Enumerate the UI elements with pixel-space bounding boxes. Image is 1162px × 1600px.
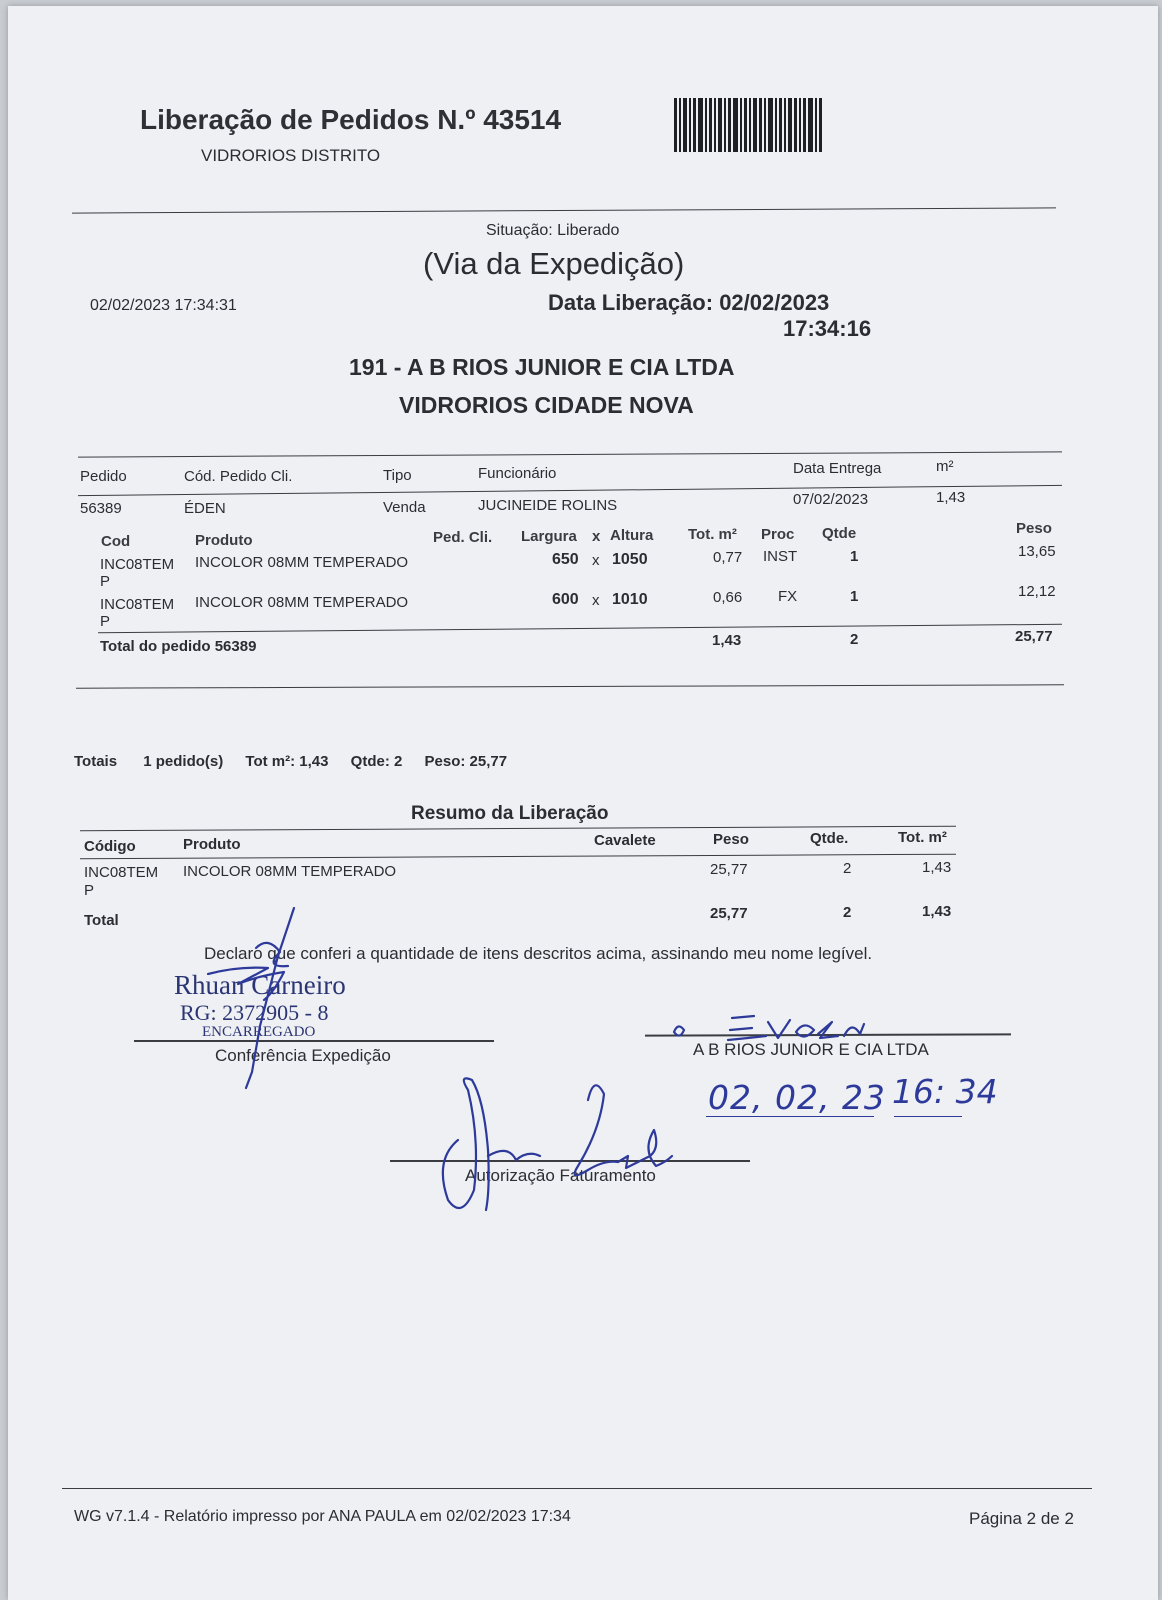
client-store: VIDRORIOS CIDADE NOVA: [399, 392, 694, 418]
items-total-m2: 1,43: [712, 632, 742, 649]
resumo-col-qtde: Qtde.: [810, 830, 849, 847]
resumo-row-codigo-line1: INC08TEM: [84, 864, 159, 881]
order-header-rule: [78, 485, 1062, 496]
data-liberacao-time: 17:34:16: [783, 316, 872, 341]
item-row-1-altura: 1050: [612, 551, 648, 568]
item-row-2-tot-m2: 0,66: [713, 589, 743, 606]
resumo-row-produto: INCOLOR 08MM TEMPERADO: [183, 863, 397, 880]
situacao-status: Situação: Liberado: [486, 222, 620, 239]
handwritten-date-underline: [706, 1116, 874, 1117]
resumo-row-peso: 25,77: [710, 861, 748, 878]
value-tipo: Venda: [383, 499, 426, 516]
value-funcionario: JUCINEIDE ROLINS: [478, 497, 618, 514]
item-row-2-qtde: 1: [850, 588, 859, 605]
item-row-1-peso: 13,65: [1018, 543, 1056, 560]
item-row-2-produto: INCOLOR 08MM TEMPERADO: [195, 594, 409, 611]
value-pedido: 56389: [80, 500, 122, 517]
items-total-rule: [98, 624, 1062, 633]
totals-bar: [74, 753, 507, 770]
item-row-1-tot-m2: 0,77: [713, 549, 743, 566]
data-liberacao-label: Data Liberação:: [548, 290, 714, 315]
client-name: 191 - A B RIOS JUNIOR E CIA LTDA: [349, 354, 735, 380]
col-cod-pedido-cli: Cód. Pedido Cli.: [184, 468, 293, 485]
items-total-qtde: 2: [850, 631, 859, 648]
item-row-1-x: x: [592, 552, 600, 569]
value-cod-pedido-cli: ÉDEN: [184, 500, 226, 517]
document-title: Liberação de Pedidos N.º 43514: [140, 104, 562, 135]
data-liberacao: [548, 290, 829, 316]
item-row-1-cod-line2: P: [100, 573, 111, 590]
company-name: VIDRORIOS DISTRITO: [201, 146, 381, 165]
item-row-2-x: x: [592, 592, 600, 609]
resumo-total-tot-m2: 1,43: [922, 903, 952, 920]
col-data-entrega: Data Entrega: [793, 460, 882, 477]
footer-printed-by: WG v7.1.4 - Relatório impresso por ANA PAULA em 02/02/2023 17:34: [74, 1508, 571, 1525]
resumo-row-codigo-line2: P: [84, 882, 95, 899]
items-col-proc: Proc: [761, 526, 795, 543]
col-tipo: Tipo: [383, 467, 412, 484]
signature-conferencia-svg: [168, 896, 488, 1096]
declaration-text: Declaro que conferi a quantidade de itens descritos acima, assinando meu nome legível.: [204, 944, 873, 963]
resumo-row-qtde: 2: [843, 860, 852, 877]
value-data-entrega: 07/02/2023: [793, 491, 869, 508]
stamp-role: ENCARREGADO: [202, 1024, 316, 1040]
items-total-peso: 25,77: [1015, 628, 1053, 645]
items-col-produto: Produto: [195, 532, 253, 549]
item-row-2-largura: 600: [552, 591, 579, 608]
items-col-largura: Largura: [521, 528, 577, 545]
caption-autorizacao-faturamento: Autorização Faturamento: [465, 1166, 656, 1185]
order-bottom-rule: [76, 684, 1064, 688]
handwritten-time: 16: 34: [892, 1072, 998, 1111]
items-col-ped-cli: Ped. Cli.: [433, 529, 493, 546]
totals-peso: Peso: 25,77: [424, 753, 508, 770]
resumo-col-codigo: Código: [84, 838, 136, 855]
resumo-total-label: Total: [84, 912, 119, 929]
stamp-rg: RG: 2372905 - 8: [180, 1000, 329, 1025]
item-row-1-produto: INCOLOR 08MM TEMPERADO: [195, 554, 409, 571]
item-row-1-proc: INST: [763, 548, 798, 565]
document-page: [8, 6, 1158, 1600]
item-row-2-peso: 12,12: [1018, 583, 1056, 600]
resumo-total-qtde: 2: [843, 904, 852, 921]
item-row-2-altura: 1010: [612, 591, 648, 608]
totals-pedidos: 1 pedido(s): [143, 753, 224, 770]
resumo-title: Resumo da Liberação: [411, 803, 609, 824]
resumo-col-peso: Peso: [713, 831, 749, 848]
items-col-altura: Altura: [610, 527, 654, 544]
items-col-x: x: [592, 528, 601, 545]
item-row-1-largura: 650: [552, 551, 579, 568]
footer-rule: [62, 1488, 1092, 1489]
totals-qtde: Qtde: 2: [350, 753, 403, 770]
resumo-total-peso: 25,77: [710, 905, 748, 922]
value-m2: 1,43: [936, 489, 966, 506]
signature-autorizacao-svg: [428, 1070, 688, 1230]
items-col-qtde: Qtde: [822, 525, 857, 542]
printed-datetime: 02/02/2023 17:34:31: [90, 297, 237, 314]
resumo-row-codigo: [84, 864, 158, 900]
data-liberacao-date: 02/02/2023: [719, 290, 830, 315]
col-m2: m²: [936, 458, 954, 475]
col-pedido: Pedido: [80, 468, 127, 485]
resumo-row-tot-m2: 1,43: [922, 859, 952, 876]
order-top-rule: [78, 451, 1062, 457]
item-row-2-cod: [100, 596, 174, 630]
col-funcionario: Funcionário: [478, 465, 557, 482]
items-col-peso: Peso: [1016, 520, 1052, 537]
via-label: (Via da Expedição): [423, 246, 685, 281]
resumo-col-produto: Produto: [183, 836, 241, 853]
item-row-1-cod: [100, 556, 174, 590]
item-row-2-proc: FX: [778, 588, 798, 605]
resumo-header-rule: [80, 854, 956, 860]
handwritten-time-underline: [894, 1116, 962, 1117]
totals-label: Totais: [74, 753, 118, 770]
items-total-label: Total do pedido 56389: [100, 638, 257, 655]
caption-conferencia-expedicao: Conferência Expedição: [215, 1046, 391, 1065]
handwritten-date: 02, 02, 23: [708, 1078, 886, 1117]
item-row-2-cod-line1: INC08TEM: [100, 596, 175, 613]
item-row-2-cod-line2: P: [100, 613, 111, 630]
caption-client: A B RIOS JUNIOR E CIA LTDA: [693, 1040, 929, 1059]
item-row-1-qtde: 1: [850, 548, 859, 565]
stamp-name: Rhuan Carneiro: [174, 970, 346, 1000]
barcode: [674, 98, 850, 152]
items-col-cod: Cod: [101, 533, 131, 550]
item-row-1-cod-line1: INC08TEM: [100, 556, 175, 573]
resumo-col-cavalete: Cavalete: [594, 832, 656, 849]
items-col-tot-m2: Tot. m²: [688, 526, 737, 543]
signature-client-svg: [668, 1008, 888, 1058]
footer-page-number: Página 2 de 2: [969, 1509, 1074, 1528]
resumo-col-tot-m2: Tot. m²: [898, 829, 947, 846]
totals-tot-m2: Tot m²: 1,43: [245, 753, 329, 770]
header-divider: [72, 207, 1056, 213]
